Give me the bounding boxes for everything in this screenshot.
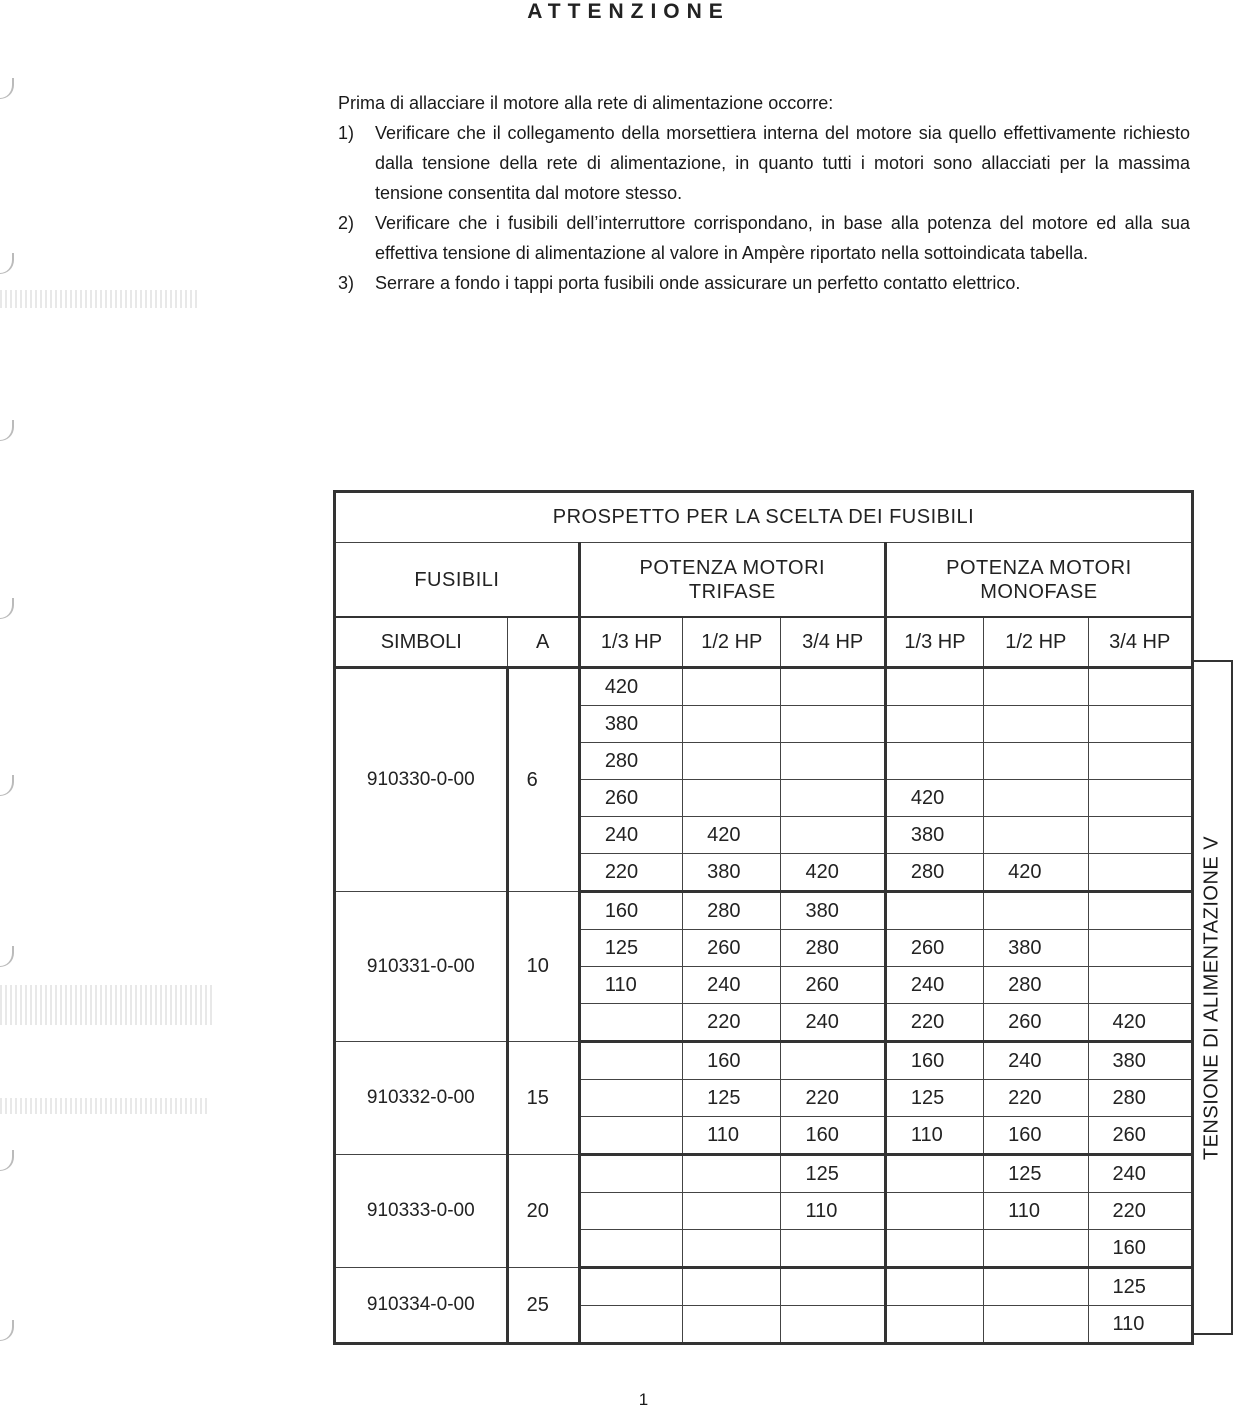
- voltage-side-label: [1191, 660, 1233, 1335]
- voltage-cell: [781, 706, 885, 743]
- voltage-cell: 280: [1088, 1080, 1193, 1117]
- voltage-cell: 380: [885, 817, 983, 854]
- binder-hole-mark: [0, 775, 14, 796]
- fuse-amp-cell: 25: [507, 1268, 579, 1344]
- voltage-cell: 220: [984, 1080, 1088, 1117]
- voltage-cell: 380: [1088, 1042, 1193, 1080]
- voltage-cell: 240: [984, 1042, 1088, 1080]
- instruction-item: [338, 118, 1190, 208]
- voltage-cell: [984, 743, 1088, 780]
- voltage-cell: [984, 1268, 1088, 1306]
- instruction-list: [338, 118, 1190, 298]
- voltage-cell: 240: [781, 1004, 885, 1042]
- scan-speckle: [0, 1098, 210, 1114]
- instruction-number: 3): [338, 273, 355, 293]
- header-trifase: [579, 543, 885, 618]
- voltage-cell: 380: [579, 706, 682, 743]
- voltage-cell: 125: [885, 1080, 983, 1117]
- voltage-cell: 280: [885, 854, 983, 892]
- voltage-cell: [1088, 668, 1193, 706]
- voltage-cell: [781, 1042, 885, 1080]
- voltage-cell: [984, 706, 1088, 743]
- voltage-cell: [1088, 780, 1193, 817]
- binder-hole-mark: [0, 253, 14, 274]
- voltage-cell: [885, 1193, 983, 1230]
- voltage-cell: [579, 1193, 682, 1230]
- voltage-cell: 125: [781, 1155, 885, 1193]
- voltage-cell: 110: [1088, 1306, 1193, 1344]
- instruction-item: [338, 268, 1190, 298]
- voltage-cell: 260: [579, 780, 682, 817]
- voltage-cell: [1088, 967, 1193, 1004]
- voltage-cell: [579, 1155, 682, 1193]
- voltage-cell: 420: [1088, 1004, 1193, 1042]
- voltage-cell: [683, 1230, 781, 1268]
- voltage-cell: 220: [885, 1004, 983, 1042]
- voltage-cell: 110: [885, 1117, 983, 1155]
- fuse-symbol-cell: 910332-0-00: [335, 1042, 508, 1155]
- binder-hole-mark: [0, 1150, 14, 1171]
- header-monofase: [885, 543, 1192, 618]
- fuse-symbol-cell: 910333-0-00: [335, 1155, 508, 1268]
- fuse-selection-table: [333, 490, 1194, 1345]
- voltage-cell: 110: [683, 1117, 781, 1155]
- voltage-cell: 420: [781, 854, 885, 892]
- voltage-cell: 125: [1088, 1268, 1193, 1306]
- voltage-cell: [781, 1268, 885, 1306]
- voltage-cell: [579, 1042, 682, 1080]
- voltage-cell: 110: [781, 1193, 885, 1230]
- fuse-symbol-cell: 910330-0-00: [335, 668, 508, 892]
- voltage-cell: 280: [683, 892, 781, 930]
- voltage-cell: 260: [1088, 1117, 1193, 1155]
- voltage-cell: 240: [885, 967, 983, 1004]
- column-header-hp: 1/3 HP: [885, 617, 983, 668]
- scan-speckle: [0, 985, 215, 1025]
- table-title: PROSPETTO PER LA SCELTA DEI FUSIBILI: [335, 492, 1193, 543]
- header-trifase-label: POTENZA MOTORI TRIFASE: [639, 556, 826, 603]
- voltage-cell: [984, 780, 1088, 817]
- voltage-cell: [885, 706, 983, 743]
- voltage-cell: 240: [683, 967, 781, 1004]
- voltage-cell: [781, 668, 885, 706]
- voltage-cell: [781, 817, 885, 854]
- voltage-cell: 220: [579, 854, 682, 892]
- header-fusibili: FUSIBILI: [335, 543, 580, 618]
- voltage-cell: [984, 892, 1088, 930]
- voltage-cell: 125: [683, 1080, 781, 1117]
- column-header-simboli: SIMBOLI: [335, 617, 508, 668]
- column-header-hp: 1/2 HP: [984, 617, 1088, 668]
- voltage-cell: [984, 1230, 1088, 1268]
- voltage-cell: 260: [984, 1004, 1088, 1042]
- voltage-cell: [781, 780, 885, 817]
- column-header-amp: A: [507, 617, 579, 668]
- voltage-cell: 110: [984, 1193, 1088, 1230]
- voltage-cell: 110: [579, 967, 682, 1004]
- voltage-cell: [885, 1268, 983, 1306]
- voltage-cell: 420: [683, 817, 781, 854]
- voltage-cell: [683, 668, 781, 706]
- voltage-cell: [579, 1004, 682, 1042]
- voltage-cell: 380: [683, 854, 781, 892]
- fuse-amp-cell: 10: [507, 892, 579, 1042]
- voltage-cell: [885, 1306, 983, 1344]
- voltage-cell: [781, 1306, 885, 1344]
- voltage-cell: [885, 1230, 983, 1268]
- fuse-symbol-cell: 910334-0-00: [335, 1268, 508, 1344]
- voltage-cell: 125: [984, 1155, 1088, 1193]
- voltage-cell: 380: [984, 930, 1088, 967]
- voltage-cell: [683, 1155, 781, 1193]
- voltage-cell: [781, 1230, 885, 1268]
- binder-hole-mark: [0, 946, 14, 967]
- binder-hole-mark: [0, 598, 14, 619]
- table-row: [335, 1042, 1193, 1080]
- voltage-cell: 420: [984, 854, 1088, 892]
- voltage-cell: [579, 1306, 682, 1344]
- table-row: [335, 892, 1193, 930]
- page-title: ATTENZIONE: [527, 0, 730, 23]
- voltage-cell: [984, 668, 1088, 706]
- voltage-cell: 125: [579, 930, 682, 967]
- voltage-cell: 260: [683, 930, 781, 967]
- fuse-symbol-cell: 910331-0-00: [335, 892, 508, 1042]
- voltage-cell: [683, 1306, 781, 1344]
- column-header-hp: 1/2 HP: [683, 617, 781, 668]
- voltage-cell: [579, 1117, 682, 1155]
- voltage-cell: [683, 1268, 781, 1306]
- instruction-item: [338, 208, 1190, 268]
- voltage-cell: [984, 817, 1088, 854]
- voltage-cell: 160: [781, 1117, 885, 1155]
- voltage-cell: 240: [579, 817, 682, 854]
- voltage-cell: [1088, 854, 1193, 892]
- voltage-cell: 160: [885, 1042, 983, 1080]
- voltage-cell: [781, 743, 885, 780]
- voltage-cell: [984, 1306, 1088, 1344]
- voltage-cell: [579, 1268, 682, 1306]
- scan-speckle: [0, 290, 200, 308]
- column-header-hp: 1/3 HP: [579, 617, 682, 668]
- table-row: [335, 1268, 1193, 1306]
- table-row: [335, 668, 1193, 706]
- voltage-cell: [683, 1193, 781, 1230]
- instruction-text: Verificare che i fusibili dell’interruttore corrispondano, in base alla potenza del motore ed alla sua effettiva tensione di alimentazione al valore in Ampère riportato nella sottoindicata tabella.: [375, 213, 1190, 263]
- voltage-cell: 240: [1088, 1155, 1193, 1193]
- voltage-cell: 260: [885, 930, 983, 967]
- voltage-cell: [1088, 743, 1193, 780]
- voltage-cell: [885, 892, 983, 930]
- voltage-cell: 220: [1088, 1193, 1193, 1230]
- column-header-hp: 3/4 HP: [781, 617, 885, 668]
- voltage-cell: 280: [579, 743, 682, 780]
- voltage-cell: [1088, 930, 1193, 967]
- voltage-cell: [1088, 892, 1193, 930]
- voltage-cell: [579, 1080, 682, 1117]
- table-row: [335, 1155, 1193, 1193]
- voltage-cell: 160: [579, 892, 682, 930]
- binder-hole-mark: [0, 1320, 14, 1341]
- voltage-cell: [1088, 817, 1193, 854]
- fuse-table-body: [335, 668, 1193, 1344]
- voltage-cell: [885, 743, 983, 780]
- voltage-cell: [885, 1155, 983, 1193]
- fuse-amp-cell: 20: [507, 1155, 579, 1268]
- page-number: 1: [638, 1390, 649, 1409]
- voltage-cell: 220: [683, 1004, 781, 1042]
- voltage-cell: 160: [683, 1042, 781, 1080]
- voltage-cell: 160: [984, 1117, 1088, 1155]
- column-header-hp: 3/4 HP: [1088, 617, 1193, 668]
- voltage-cell: 220: [781, 1080, 885, 1117]
- voltage-cell: 420: [885, 780, 983, 817]
- voltage-cell: 260: [781, 967, 885, 1004]
- intro-text: Prima di allacciare il motore alla rete di alimentazione occorre:: [338, 93, 834, 113]
- instruction-number: 1): [338, 123, 355, 143]
- fuse-amp-cell: 6: [507, 668, 579, 892]
- instruction-text: Serrare a fondo i tappi porta fusibili onde assicurare un perfetto contatto elettrico.: [375, 273, 1021, 293]
- instruction-text: Verificare che il collegamento della morsettiera interna del motore sia quello effettivamente richiesto dalla tensione della rete di alimentazione, in quanto tutti i motori sono allacciati per la massima tensione consentita dal motore stesso.: [375, 123, 1190, 203]
- voltage-cell: [579, 1230, 682, 1268]
- header-monofase-label: POTENZA MOTORI MONOFASE: [946, 556, 1132, 603]
- fuse-amp-cell: 15: [507, 1042, 579, 1155]
- voltage-cell: 280: [984, 967, 1088, 1004]
- binder-hole-mark: [0, 78, 14, 99]
- voltage-side-label-text: TENSIONE DI ALIMENTAZIONE V: [1200, 835, 1222, 1160]
- voltage-cell: [683, 743, 781, 780]
- voltage-cell: 420: [579, 668, 682, 706]
- voltage-cell: [1088, 706, 1193, 743]
- voltage-cell: [683, 780, 781, 817]
- voltage-cell: [885, 668, 983, 706]
- voltage-cell: 280: [781, 930, 885, 967]
- voltage-cell: 380: [781, 892, 885, 930]
- binder-hole-mark: [0, 420, 14, 441]
- voltage-cell: 160: [1088, 1230, 1193, 1268]
- voltage-cell: [683, 706, 781, 743]
- instruction-number: 2): [338, 213, 355, 233]
